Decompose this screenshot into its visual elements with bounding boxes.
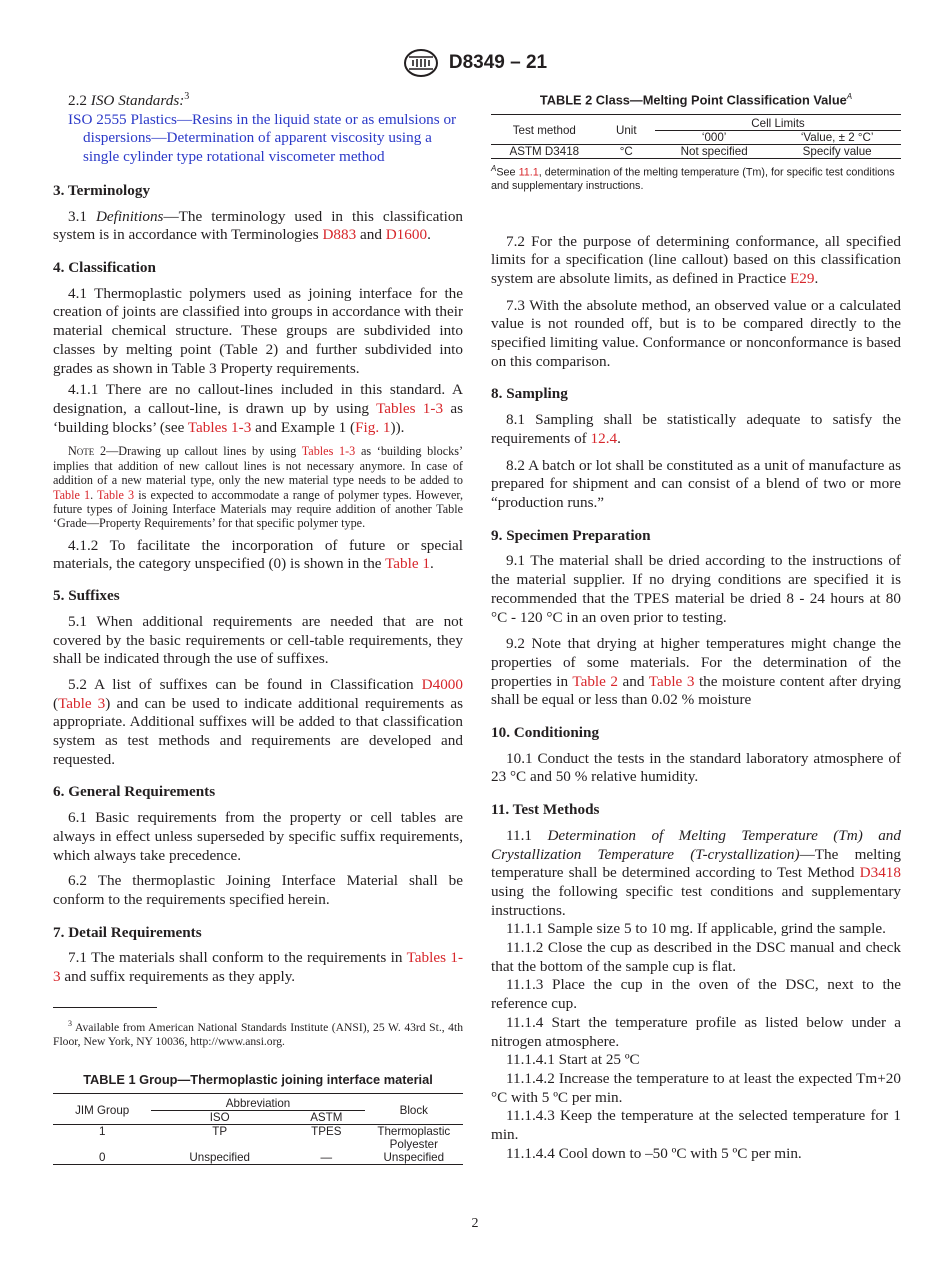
astm-logo-icon bbox=[403, 48, 439, 78]
heading-general-requirements: 6. General Requirements bbox=[53, 783, 216, 801]
table-2-header-unit: Unit bbox=[615, 124, 637, 138]
para-10-1: 10.1 Conduct the tests in the standard laboratory atmosphere of 23 °C and 50 % relative humidity. bbox=[491, 749, 901, 786]
para-6-1: 6.1 Basic requirements from the property or cell tables are always in effect unless superseded by specific suffix requirements, which always take precedence. bbox=[53, 809, 463, 864]
heading-sampling: 8. Sampling bbox=[491, 385, 568, 403]
link-table-1[interactable]: Table 1 bbox=[385, 555, 430, 573]
heading-suffixes: 5. Suffixes bbox=[53, 587, 120, 605]
designation: D8349 – 21 bbox=[448, 52, 548, 73]
table-2-caption: TABLE 2 Class—Melting Point Classification Value$^A$ bbox=[539, 92, 853, 108]
para-11-1-4: 11.1.4 Start the temperature profile as listed below under a nitrogen atmosphere. bbox=[491, 1013, 901, 1050]
para-4-1-1: 4.1.1 There are no callout-lines included in this standard. A designation, a callout-line, is drawn up by using Tables 1-3 as ‘building blocks’ (see Tables 1-3 and Example 1 (Fig. 1)). bbox=[53, 381, 464, 436]
table-2-header-cell-limits: Cell Limits bbox=[655, 114, 901, 130]
link-tables-1-3[interactable]: Tables 1-3 bbox=[301, 444, 356, 459]
link-table-3[interactable]: Table 3 bbox=[97, 487, 135, 502]
link-e29[interactable]: E29 bbox=[790, 269, 815, 287]
link-fig-1[interactable]: Fig. 1 bbox=[355, 418, 391, 436]
table-1-caption: TABLE 1 Group—Thermoplastic joining interface material bbox=[83, 1071, 433, 1087]
link-11-1[interactable]: 11.1 bbox=[518, 166, 539, 179]
para-11-1-2: 11.1.2 Close the cup as described in the DSC manual and check that the bottom of the sample cup is flat. bbox=[491, 939, 901, 975]
heading-specimen-preparation: 9. Specimen Preparation bbox=[491, 526, 651, 544]
table-2-header-method: Test method bbox=[512, 124, 576, 138]
note-2: Note 2—Drawing up callout lines by using Tables 1-3 as ‘building blocks’ implies that addition of new callout lines is not necessary anymore. In case of addition of a new material type, only the new material type needs to be added to Table 1. Table 3 is expected to accommodate a range of polymer types. However, future types of Joining Interface Materials may require addition of another Table ‘Grade—Property Requirements’ for that specific polymer type. bbox=[53, 444, 464, 531]
link-table-1[interactable]: Table 1 bbox=[53, 487, 91, 502]
link-d4000[interactable]: D4000 bbox=[421, 675, 463, 693]
page-header bbox=[0, 48, 950, 78]
left-column bbox=[53, 88, 463, 1165]
para-8-1: 8.1 Sampling shall be statistically adequate to satisfy the requirements of 12.4. bbox=[491, 411, 901, 447]
heading-classification: 4. Classification bbox=[53, 258, 156, 276]
table-row: ASTM D3418 °C Not specified Specify value bbox=[509, 144, 872, 158]
para-4-1-2: 4.1.2 To facilitate the incorporation of future or special materials, the category unspecified (0) is shown in the Table 1. bbox=[53, 536, 463, 573]
para-11-1: 11.1 Determination of Melting Temperature (Tm) and Crystallization Temperature (T-crystallization)—The melting temperature shall be determined according to Test Method D3418 using the following specific test conditions and supplementary instructions. bbox=[491, 826, 901, 919]
para-11-1-4-4: 11.1.4.4 Cool down to –50 ºC with 5 ºC per min. bbox=[506, 1144, 802, 1162]
heading-detail-requirements: 7. Detail Requirements bbox=[53, 923, 202, 941]
table-1 bbox=[53, 1071, 463, 1166]
table-1-header-abbrev: Abbreviation bbox=[151, 1094, 364, 1111]
para-5-1: 5.1 When additional requirements are needed that are not covered by the basic requirements or cell-table requirements, they shall be indicated through the use of suffixes. bbox=[53, 612, 463, 668]
section-2-2: 2.2 ISO Standards:$^3$ bbox=[68, 91, 190, 110]
footnote-rule bbox=[53, 1007, 157, 1008]
link-tables-1-3[interactable]: Tables 1-3 bbox=[376, 399, 444, 417]
link-d3418[interactable]: D3418 bbox=[859, 864, 901, 882]
para-7-1: 7.1 The materials shall conform to the requirements in Tables 1-3 and suffix requirements as they apply. bbox=[53, 949, 463, 986]
right-column bbox=[491, 88, 901, 1164]
para-11-1-3: 11.1.3 Place the cup in the oven of the DSC, next to the reference cup. bbox=[491, 976, 901, 1013]
link-table-2[interactable]: Table 2 bbox=[572, 672, 619, 690]
footnote-3: $^3$ Available from American National Standards Institute (ANSI), 25 W. 43rd St., 4th Floor, New York, NY 10036, http://www.ansi.org. bbox=[53, 1018, 464, 1048]
link-d1600[interactable]: D1600 bbox=[385, 226, 428, 244]
table-2-header-000: ‘000’ bbox=[701, 130, 727, 144]
para-6-2: 6.2 The thermoplastic Joining Interface Material shall be conform to the requirements specified herein. bbox=[53, 872, 463, 908]
heading-terminology: 3. Terminology bbox=[53, 181, 151, 199]
para-7-2: 7.2 For the purpose of determining conformance, all specified limits for a specification (line callout) based on this classification system are absolute limits, as defined in Practice E29. bbox=[491, 232, 901, 287]
page-number: 2 bbox=[471, 1216, 479, 1231]
table-1-header-block: Block bbox=[399, 1104, 428, 1118]
link-table-3[interactable]: Table 3 bbox=[58, 694, 106, 712]
link-table-3[interactable]: Table 3 bbox=[648, 672, 695, 690]
link-tables-1-3[interactable]: Tables 1-3 bbox=[53, 949, 463, 986]
table-1-header-iso: ISO bbox=[209, 1111, 230, 1125]
para-9-1: 9.1 The material shall be dried according to the instructions of the material supplier. If no drying conditions are specified it is recommended that the TPES material be dried 8 - 24 hours at 80 °C - 120 °C in an oven prior to testing. bbox=[491, 552, 901, 626]
table-row: 0 Unspecified — Unspecified bbox=[98, 1151, 445, 1165]
para-11-1-4-2: 11.1.4.2 Increase the temperature to at least the expected Tm+20 °C with 5 ºC per min. bbox=[491, 1069, 901, 1106]
iso-2555-reference[interactable]: ISO 2555 Plastics—Resins in the liquid state or as emulsions or dispersions—Determination of apparent viscosity using a single cylinder type rotational viscometer method bbox=[68, 110, 457, 166]
table-1-header-group: JIM Group bbox=[75, 1104, 130, 1118]
link-12-4[interactable]: 12.4 bbox=[590, 429, 618, 447]
para-11-1-4-1: 11.1.4.1 Start at 25 ºC bbox=[506, 1051, 640, 1069]
para-3-1: 3.1 Definitions—The terminology used in this classification system is in accordance with Terminologies D883 and D1600. bbox=[53, 207, 464, 244]
para-4-1: 4.1 Thermoplastic polymers used as joining interface for the creation of joints are classified into groups in accordance with their material chemical structure. These groups are subdivided into classes by melting point (Table 2) and further subdivided into grades as shown in Table 3 Property requirements. bbox=[53, 284, 463, 377]
heading-test-methods: 11. Test Methods bbox=[491, 801, 600, 819]
para-7-3: 7.3 With the absolute method, an observed value or a calculated value is not rounded off, but is to be compared directly to the specified limiting value. Conformance or nonconformance is based on this comparison. bbox=[491, 296, 901, 370]
link-tables-1-3[interactable]: Tables 1-3 bbox=[187, 418, 252, 436]
para-5-2: 5.2 A list of suffixes can be found in Classification D4000 (Table 3) and can be used to indicate additional requirements as appropriate. Additional suffixes will be added to that classification system as test methods and requirements are developed and requested. bbox=[53, 675, 464, 768]
para-8-2: 8.2 A batch or lot shall be constituted as a unit of manufacture as prepared for shipment and can consist of a blend of two or more “production runs.” bbox=[491, 456, 901, 511]
table-2-header-value: ‘Value, ± 2 °C’ bbox=[800, 130, 874, 144]
link-d883[interactable]: D883 bbox=[322, 226, 357, 244]
table-2-footnote: $^A$See 11.1, determination of the melting temperature (Tm), for specific test conditions and supplementary instructions. bbox=[491, 163, 895, 192]
para-11-1-1: 11.1.1 Sample size 5 to 10 mg. If applicable, grind the sample. bbox=[506, 920, 886, 938]
heading-conditioning: 10. Conditioning bbox=[491, 724, 600, 742]
para-9-2: 9.2 Note that drying at higher temperatures might change the properties of some materials. For the determination of the properties in Table 2 and Table 3 the moisture content after drying shall be equal or less than 0.02 % moisture bbox=[491, 635, 902, 709]
table-1-header-astm: ASTM bbox=[310, 1111, 343, 1125]
table-row: 1 TP TPES Thermoplastic Polyester bbox=[98, 1125, 451, 1152]
table-2 bbox=[491, 88, 901, 193]
para-11-1-4-3: 11.1.4.3 Keep the temperature at the selected temperature for 1 min. bbox=[491, 1107, 901, 1144]
